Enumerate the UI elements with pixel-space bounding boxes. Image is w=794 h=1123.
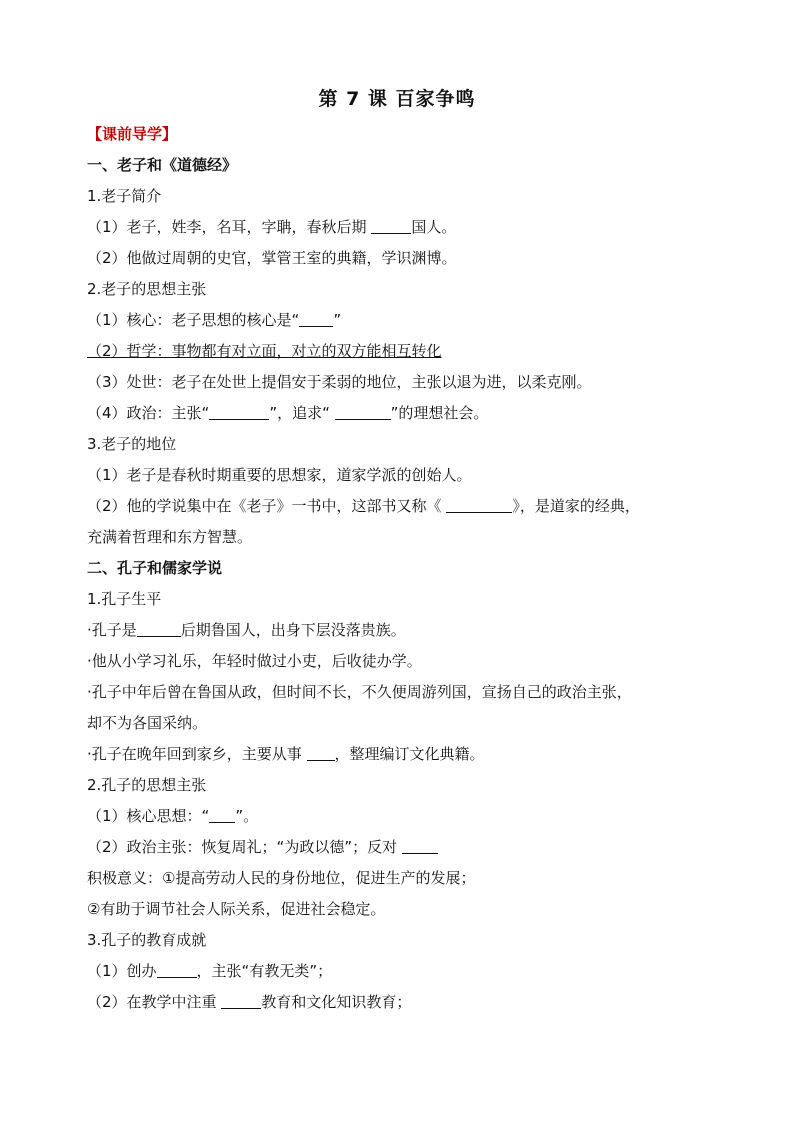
bullet-line: ·孔子是 后期鲁国人，出身下层没落贵族。 [87,621,406,639]
text-line: （1）老子是春秋时期重要的思想家，道家学派的创始人。 [87,466,472,484]
text-line: （2）政治主张：恢复周礼；“为政以德”；反对 [87,837,438,857]
fill-blank [446,497,512,513]
section-heading-2: 二、孔子和儒家学说 [87,559,223,577]
underlined-text-line: （2）哲学：事物都有对立面，对立的双方能相互转化 [87,342,442,360]
fill-blank [371,218,411,234]
text-line: （1）创办 ，主张“有教无类”； [87,962,333,980]
fill-blank [335,404,391,420]
text-line: （1）核心：老子思想的核心是“ ” [87,311,342,329]
fill-blank [209,404,269,420]
fill-blank [299,311,333,327]
subheading: 3.孔子的教育成就 [87,931,207,949]
bullet-line: ·孔子中年后曾在鲁国从政，但时间不长，不久便周游列国，宣扬自己的政治主张， [87,683,632,701]
text-line: （4）政治：主张“ ”，追求“ ”的理想社会。 [87,404,489,422]
text-line: （2）他做过周朝的史官，掌管王室的典籍，学识渊博。 [87,249,457,267]
fill-blank [157,962,197,978]
fill-blank [402,838,438,854]
fill-blank [307,745,335,761]
subheading: 1.老子简介 [87,187,162,205]
subheading: 2.孔子的思想主张 [87,776,207,794]
bullet-line: ·他从小学习礼乐，年轻时做过小吏，后收徒办学。 [87,652,422,670]
text-line: （2）在教学中注重 教育和文化知识教育； [87,993,412,1011]
text-line: ②有助于调节社会人际关系，促进社会稳定。 [87,900,386,918]
text-line: 却不为各国采纳。 [87,714,208,732]
subheading: 2.老子的思想主张 [87,280,207,298]
text-line: （1）核心思想：“ ”。 [87,807,259,825]
text-line: 充满着哲理和东方智慧。 [87,528,253,546]
fill-blank [209,807,235,823]
subheading: 1.孔子生平 [87,590,162,608]
subheading: 3.老子的地位 [87,435,177,453]
bullet-line: ·孔子在晚年回到家乡，主要从事 ，整理编订文化典籍。 [87,745,485,763]
section-label: 【课前导学】 [87,125,178,143]
text-line: （1）老子，姓李，名耳，字聃，春秋后期 国人。 [87,218,457,236]
text-line: （2）他的学说集中在《老子》一书中，这部书又称《 》，是道家的经典， [87,497,640,515]
text-line: （3）处世：老子在处世上提倡安于柔弱的地位，主张以退为进，以柔克刚。 [87,373,592,391]
fill-blank [221,993,261,1009]
page-title: 第 7 课 百家争鸣 [318,88,476,110]
fill-blank [137,621,181,637]
section-heading-1: 一、老子和《道德经》 [87,156,238,174]
text-line: 积极意义：①提高劳动人民的身份地位，促进生产的发展； [87,869,476,887]
